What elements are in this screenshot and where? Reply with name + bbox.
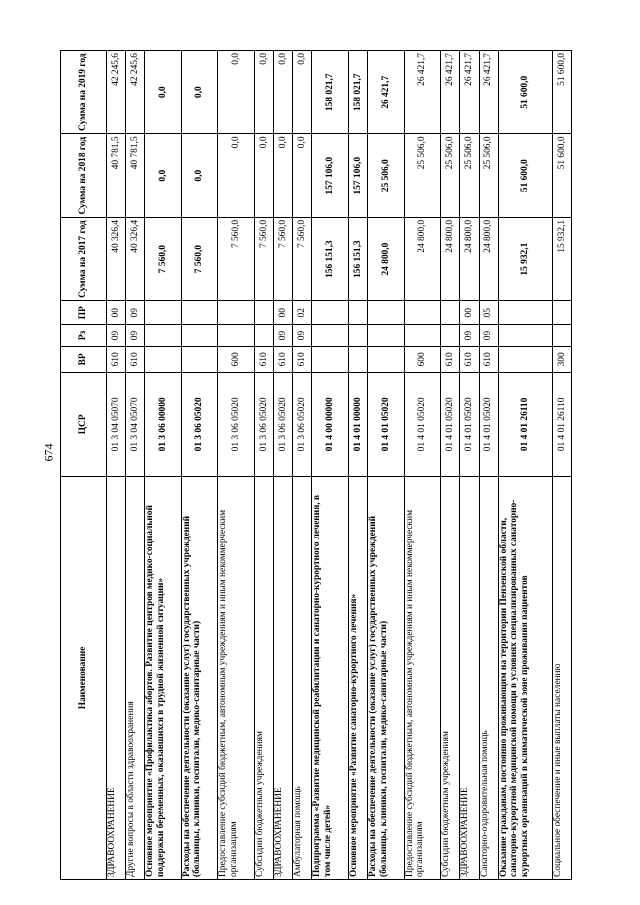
cell-sum-2019: 0,0 <box>218 51 255 134</box>
cell-pr <box>255 301 274 325</box>
cell-sum-2017: 156 151,3 <box>349 217 368 300</box>
cell-name: Субсидии бюджетным учреждениям <box>441 476 460 879</box>
cell-sum-2018: 40 781,5 <box>126 134 145 217</box>
page-number: 674 <box>41 443 56 462</box>
cell-name: ЗДРАВООХРАНЕНИЕ <box>274 476 293 879</box>
cell-pr <box>218 301 255 325</box>
table-row <box>349 51 368 880</box>
cell-csr: 01 3 06 00000 <box>145 372 182 476</box>
cell-csr: 01 3 06 05020 <box>181 372 218 476</box>
cell-pr: 00 <box>107 301 126 325</box>
cell-rz <box>368 325 405 347</box>
cell-rz <box>312 325 349 347</box>
cell-csr: 01 3 04 05070 <box>126 372 145 476</box>
cell-sum-2017: 24 800,0 <box>479 217 498 300</box>
cell-sum-2019: 0,0 <box>274 51 293 134</box>
cell-sum-2019: 158 021,7 <box>312 51 349 134</box>
cell-pr <box>145 301 182 325</box>
header-name: Наименование <box>61 476 107 879</box>
cell-sum-2018: 0,0 <box>145 134 182 217</box>
cell-csr: 01 4 01 05020 <box>441 372 460 476</box>
cell-sum-2018: 157 106,0 <box>349 134 368 217</box>
header-rz: Рз <box>61 325 107 347</box>
cell-vr: 610 <box>441 346 460 372</box>
cell-pr <box>349 301 368 325</box>
cell-sum-2017: 40 326,4 <box>107 217 126 300</box>
cell-vr <box>498 346 552 372</box>
cell-sum-2018: 51 600,0 <box>498 134 552 217</box>
cell-sum-2018: 51 600,0 <box>552 134 571 217</box>
cell-sum-2017: 15 932,1 <box>498 217 552 300</box>
header-vr: ВР <box>61 346 107 372</box>
cell-sum-2017: 156 151,3 <box>312 217 349 300</box>
cell-rz: 09 <box>107 325 126 347</box>
cell-rz: 09 <box>479 325 498 347</box>
cell-pr: 00 <box>274 301 293 325</box>
cell-vr: 610 <box>460 346 479 372</box>
cell-csr: 01 4 00 00000 <box>312 372 349 476</box>
cell-pr <box>498 301 552 325</box>
cell-vr: 610 <box>293 346 312 372</box>
cell-vr <box>368 346 405 372</box>
cell-sum-2017: 7 560,0 <box>145 217 182 300</box>
cell-vr: 610 <box>479 346 498 372</box>
table-row <box>460 51 479 880</box>
cell-csr: 01 4 01 05020 <box>460 372 479 476</box>
cell-sum-2017: 24 800,0 <box>404 217 441 300</box>
table-row <box>126 51 145 880</box>
cell-csr: 01 4 01 05020 <box>479 372 498 476</box>
cell-vr <box>349 346 368 372</box>
table-row <box>218 51 255 880</box>
cell-csr: 01 4 01 05020 <box>404 372 441 476</box>
table-row <box>441 51 460 880</box>
cell-name: Другие вопросы в области здравоохранения <box>126 476 145 879</box>
cell-sum-2019: 26 421,7 <box>460 51 479 134</box>
cell-sum-2018: 25 506,0 <box>460 134 479 217</box>
cell-rz: 09 <box>274 325 293 347</box>
cell-pr: 09 <box>126 301 145 325</box>
rotated-table-container <box>60 50 572 880</box>
budget-table <box>60 50 572 880</box>
cell-pr: 00 <box>460 301 479 325</box>
header-sum-2018: Сумма на 2018 год <box>61 134 107 217</box>
cell-sum-2019: 0,0 <box>181 51 218 134</box>
cell-sum-2019: 51 600,0 <box>552 51 571 134</box>
cell-sum-2017: 15 932,1 <box>552 217 571 300</box>
table-row <box>479 51 498 880</box>
cell-name: ЗДРАВООХРАНЕНИЕ <box>460 476 479 879</box>
table-row <box>552 51 571 880</box>
cell-sum-2018: 0,0 <box>255 134 274 217</box>
cell-pr <box>181 301 218 325</box>
cell-csr: 01 4 01 26110 <box>552 372 571 476</box>
cell-pr <box>552 301 571 325</box>
cell-rz <box>218 325 255 347</box>
cell-rz <box>552 325 571 347</box>
cell-sum-2019: 0,0 <box>145 51 182 134</box>
cell-sum-2017: 24 800,0 <box>460 217 479 300</box>
cell-sum-2018: 25 506,0 <box>368 134 405 217</box>
cell-sum-2018: 0,0 <box>293 134 312 217</box>
cell-sum-2019: 51 600,0 <box>498 51 552 134</box>
cell-sum-2018: 25 506,0 <box>479 134 498 217</box>
cell-csr: 01 3 04 05070 <box>107 372 126 476</box>
table-row <box>145 51 182 880</box>
cell-csr: 01 3 06 05020 <box>255 372 274 476</box>
table-row <box>255 51 274 880</box>
cell-csr: 01 4 01 05020 <box>368 372 405 476</box>
cell-vr <box>312 346 349 372</box>
cell-pr <box>312 301 349 325</box>
cell-sum-2017: 7 560,0 <box>255 217 274 300</box>
cell-name: Предоставление субсидий бюджетным, автономным учреждениям и иным некоммерческим организациям <box>404 476 441 879</box>
header-sum-2017: Сумма на 2017 год <box>61 217 107 300</box>
cell-vr: 610 <box>126 346 145 372</box>
cell-sum-2019: 0,0 <box>255 51 274 134</box>
table-body <box>107 51 572 880</box>
cell-sum-2019: 42 245,6 <box>126 51 145 134</box>
header-csr: ЦСР <box>61 372 107 476</box>
cell-sum-2018: 25 506,0 <box>404 134 441 217</box>
cell-rz <box>255 325 274 347</box>
table-header-row <box>61 51 107 880</box>
table-row <box>312 51 349 880</box>
table-row <box>293 51 312 880</box>
cell-vr: 600 <box>404 346 441 372</box>
cell-sum-2017: 7 560,0 <box>181 217 218 300</box>
cell-sum-2019: 26 421,7 <box>404 51 441 134</box>
table-row <box>181 51 218 880</box>
cell-rz: 09 <box>293 325 312 347</box>
cell-sum-2017: 7 560,0 <box>293 217 312 300</box>
cell-sum-2017: 7 560,0 <box>218 217 255 300</box>
cell-sum-2019: 158 021,7 <box>349 51 368 134</box>
cell-pr: 05 <box>479 301 498 325</box>
cell-sum-2018: 0,0 <box>218 134 255 217</box>
cell-csr: 01 4 01 26110 <box>498 372 552 476</box>
cell-csr: 01 4 01 00000 <box>349 372 368 476</box>
cell-name: Подпрограмма «Развитие медицинской реабилитации и санаторно-курортного лечения, в том числе детей» <box>312 476 349 879</box>
cell-rz <box>181 325 218 347</box>
cell-vr: 600 <box>218 346 255 372</box>
cell-name: Предоставление субсидий бюджетным, автономным учреждениям и иным некоммерческим организациям <box>218 476 255 879</box>
cell-vr: 300 <box>552 346 571 372</box>
header-sum-2019: Сумма на 2019 год <box>61 51 107 134</box>
cell-sum-2019: 26 421,7 <box>368 51 405 134</box>
cell-vr: 610 <box>274 346 293 372</box>
cell-name: Расходы на обеспечение деятельности (оказание услуг) государственных учреждений (больницы, клиники, госпитали, медико-санитарные части) <box>181 476 218 879</box>
cell-sum-2018: 0,0 <box>274 134 293 217</box>
cell-sum-2018: 157 106,0 <box>312 134 349 217</box>
table-row <box>498 51 552 880</box>
cell-sum-2017: 24 800,0 <box>368 217 405 300</box>
cell-rz <box>441 325 460 347</box>
cell-rz: 09 <box>460 325 479 347</box>
table-row <box>274 51 293 880</box>
cell-sum-2017: 7 560,0 <box>274 217 293 300</box>
cell-name: Амбулаторная помощь <box>293 476 312 879</box>
table-row <box>404 51 441 880</box>
cell-sum-2018: 40 781,5 <box>107 134 126 217</box>
cell-sum-2017: 40 326,4 <box>126 217 145 300</box>
cell-pr: 02 <box>293 301 312 325</box>
cell-vr <box>181 346 218 372</box>
cell-name: Субсидии бюджетным учреждениям <box>255 476 274 879</box>
cell-name: Расходы на обеспечение деятельности (оказание услуг) государственных учреждений (больницы, клиники, госпитали, медико-санитарные части) <box>368 476 405 879</box>
table-row <box>368 51 405 880</box>
cell-name: Оказание гражданам, постоянно проживающим на территории Пензенской области, санаторно-курортной медицинской помощи в условиях специализированных санаторно-курортных организаций в климатической зоне проживания пациентов <box>498 476 552 879</box>
cell-pr <box>368 301 405 325</box>
cell-name: Основное мероприятие «Профилактика абортов. Развитие центров медико-социальной поддержки беременных, оказавшихся в трудной жизненной ситуации» <box>145 476 182 879</box>
table-row <box>107 51 126 880</box>
cell-name: Основное мероприятие «Развитие санаторно-курортного лечения» <box>349 476 368 879</box>
cell-vr <box>145 346 182 372</box>
cell-name: Социальное обеспечение и иные выплаты населению <box>552 476 571 879</box>
cell-sum-2017: 24 800,0 <box>441 217 460 300</box>
cell-rz <box>349 325 368 347</box>
cell-csr: 01 3 06 05020 <box>274 372 293 476</box>
cell-rz <box>404 325 441 347</box>
cell-sum-2019: 0,0 <box>293 51 312 134</box>
cell-sum-2019: 26 421,7 <box>441 51 460 134</box>
cell-sum-2018: 0,0 <box>181 134 218 217</box>
cell-rz <box>498 325 552 347</box>
cell-vr: 610 <box>107 346 126 372</box>
cell-pr <box>404 301 441 325</box>
cell-rz: 09 <box>126 325 145 347</box>
cell-pr <box>441 301 460 325</box>
cell-vr: 610 <box>255 346 274 372</box>
cell-sum-2018: 25 506,0 <box>441 134 460 217</box>
cell-name: Санаторно-оздоровительная помощь <box>479 476 498 879</box>
cell-name: ЗДРАВООХРАНЕНИЕ <box>107 476 126 879</box>
cell-csr: 01 3 06 05020 <box>218 372 255 476</box>
cell-csr: 01 3 06 05020 <box>293 372 312 476</box>
header-pr: ПР <box>61 301 107 325</box>
cell-sum-2019: 26 421,7 <box>479 51 498 134</box>
cell-sum-2019: 42 245,6 <box>107 51 126 134</box>
cell-rz <box>145 325 182 347</box>
